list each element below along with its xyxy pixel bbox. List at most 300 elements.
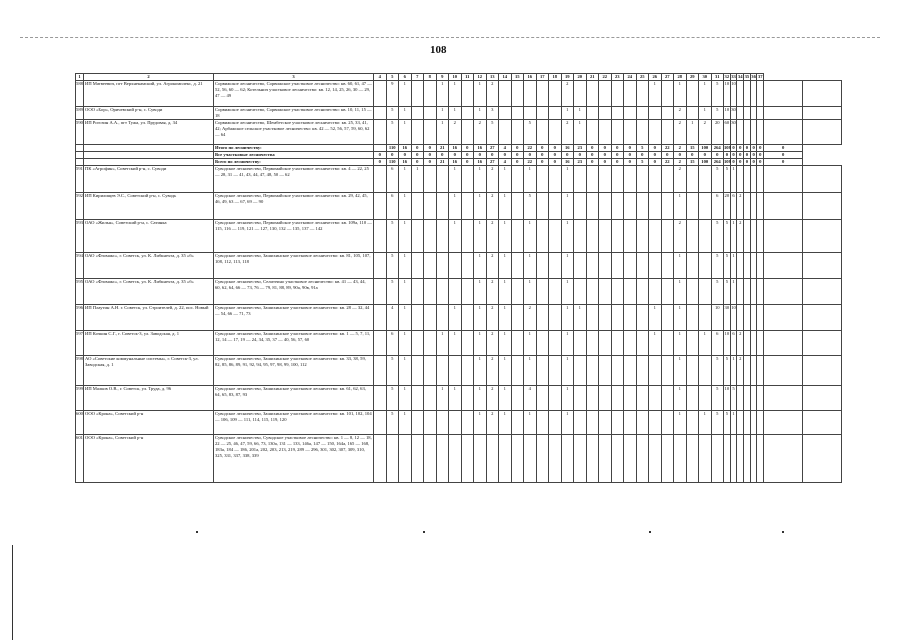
row-description: Суводское лесничество, Зашихинское участковое лесничество: кв. 28 — 32, 44 — 54, 66 — 71, 73: [214, 305, 374, 331]
table-cell: [624, 435, 637, 483]
table-cell: [649, 107, 662, 120]
table-cell: 1: [674, 193, 687, 220]
row-organization: АО «Советские коммунальные системы», г. Советск-3, ул. Заводская, д. 1: [84, 356, 214, 386]
table-cell: 1: [474, 356, 487, 386]
table-cell: 30: [730, 120, 737, 145]
row-organization: ОАО «Фломакс», г. Советск, ул. К. Либкнехта, д. 35 «б»: [84, 279, 214, 305]
table-cell: 0: [411, 159, 424, 166]
table-cell: 5: [486, 120, 499, 145]
table-cell: [474, 435, 487, 483]
table-cell: 2: [486, 166, 499, 193]
table-cell: 1: [674, 253, 687, 279]
table-cell: [586, 107, 599, 120]
table-cell: 1: [730, 166, 737, 193]
table-cell: [744, 81, 751, 107]
table-cell: [661, 279, 674, 305]
table-cell: [574, 81, 587, 107]
table-cell: [411, 411, 424, 435]
table-cell: [711, 435, 724, 483]
table-cell: 6: [711, 193, 724, 220]
table-cell: 6: [730, 331, 737, 356]
table-cell: [737, 435, 744, 483]
table-cell: 2: [561, 120, 574, 145]
table-cell: 1: [561, 411, 574, 435]
table-cell: [661, 253, 674, 279]
column-number: 3: [214, 74, 374, 81]
table-cell: [374, 253, 387, 279]
summary-label: Все участковые лесничества: [214, 152, 374, 159]
table-cell: [744, 220, 751, 253]
table-cell: 2: [737, 331, 744, 356]
table-cell: [661, 120, 674, 145]
table-cell: [536, 356, 549, 386]
table-cell: [636, 193, 649, 220]
table-cell: [549, 279, 562, 305]
table-cell: 1: [399, 279, 412, 305]
table-cell: [803, 356, 842, 386]
table-cell: 5: [636, 159, 649, 166]
table-cell: [611, 305, 624, 331]
table-cell: [549, 81, 562, 107]
table-cell: 0: [586, 159, 599, 166]
table-cell: 5: [386, 107, 399, 120]
table-cell: [624, 193, 637, 220]
table-cell: [649, 253, 662, 279]
table-cell: 16: [474, 159, 487, 166]
table-cell: [744, 331, 751, 356]
table-cell: 1: [474, 305, 487, 331]
table-cell: [511, 107, 524, 120]
table-cell: [561, 435, 574, 483]
table-cell: [374, 331, 387, 356]
table-cell: [803, 193, 842, 220]
table-cell: [674, 435, 687, 483]
table-cell: 2: [486, 411, 499, 435]
table-cell: [599, 253, 612, 279]
table-cell: [730, 435, 737, 483]
table-cell: [461, 305, 474, 331]
table-cell: 30: [724, 305, 731, 331]
table-cell: [750, 193, 757, 220]
table-cell: 0: [611, 152, 624, 159]
table-cell: [803, 386, 842, 411]
table-cell: [599, 356, 612, 386]
row-organization: ИП Кирилищев Э.С., Советский р-н, с. Суводь: [84, 193, 214, 220]
row-number: [76, 159, 84, 166]
row-number: 596: [76, 305, 84, 331]
table-cell: 23: [574, 159, 587, 166]
row-description: Суводское лесничество, Зашихинское участковое лесничество: кв. 1 — 5, 7, 11, 12, 14 — 17, 19 — 24, 34, 35, 37 — 40, 56, 57, 60: [214, 331, 374, 356]
table-cell: [744, 253, 751, 279]
table-cell: [536, 107, 549, 120]
table-cell: 1: [574, 305, 587, 331]
table-cell: 0: [711, 152, 724, 159]
table-cell: [764, 120, 803, 145]
table-cell: 1: [686, 120, 699, 145]
table-cell: 1: [649, 81, 662, 107]
table-cell: 0: [436, 152, 449, 159]
table-cell: 0: [449, 152, 462, 159]
column-number: 14: [499, 74, 512, 81]
table-cell: [661, 411, 674, 435]
table-cell: 0: [486, 152, 499, 159]
table-cell: 1: [399, 331, 412, 356]
table-cell: [764, 220, 803, 253]
table-cell: [374, 120, 387, 145]
table-cell: [524, 107, 537, 120]
table-cell: [636, 305, 649, 331]
table-cell: 0: [730, 159, 737, 166]
table-cell: [764, 166, 803, 193]
table-cell: 108: [724, 159, 731, 164]
table-cell: [744, 166, 751, 193]
table-cell: 1: [730, 356, 737, 386]
table-cell: [549, 253, 562, 279]
table-row: [76, 356, 842, 386]
table-cell: 5: [386, 279, 399, 305]
table-cell: [599, 435, 612, 483]
table-row: [76, 279, 842, 305]
row-organization: [84, 159, 214, 166]
table-cell: [661, 386, 674, 411]
table-cell: [574, 386, 587, 411]
column-number: 22: [599, 74, 612, 81]
table-cell: 16: [399, 159, 412, 166]
table-cell: 0: [730, 145, 737, 152]
table-cell: 1: [730, 411, 737, 435]
table-cell: 16: [561, 145, 574, 152]
table-cell: 0: [624, 145, 637, 152]
table-cell: [536, 253, 549, 279]
table-cell: [449, 435, 462, 483]
table-cell: 2: [674, 107, 687, 120]
table-cell: [536, 331, 549, 356]
table-cell: 0: [611, 159, 624, 166]
row-description: Суводское лесничество, Зашихинское участковое лесничество: кв. 101, 102, 104 — 106, 109 — 111, 114, 115, 119, 120: [214, 411, 374, 435]
column-number: 33: [731, 74, 736, 79]
column-number: 24: [624, 74, 637, 81]
table-cell: 1: [524, 279, 537, 305]
table-cell: [586, 166, 599, 193]
table-cell: 0: [730, 152, 737, 159]
table-cell: 6: [386, 166, 399, 193]
table-cell: [424, 331, 437, 356]
table-cell: [636, 435, 649, 483]
table-cell: 1: [524, 411, 537, 435]
table-cell: 4: [499, 145, 512, 152]
table-cell: 264: [711, 159, 724, 166]
table-cell: 1: [674, 411, 687, 435]
table-cell: 1: [499, 166, 512, 193]
row-description: Суводское лесничество, Селитеино участковое лесничество: кв. 41 — 43, 44, 60, 62, 64, 66 — 73, 76 — 79, 81, 88, 89, 90а, 90в, 91а: [214, 279, 374, 305]
table-cell: [511, 386, 524, 411]
table-cell: 0: [737, 145, 744, 152]
table-cell: [764, 193, 803, 220]
table-cell: [549, 193, 562, 220]
table-cell: 1: [730, 253, 737, 279]
table-cell: 5: [711, 279, 724, 305]
table-cell: 0: [624, 159, 637, 166]
table-cell: [757, 193, 764, 220]
table-cell: [686, 356, 699, 386]
column-number: 30: [699, 74, 712, 81]
table-cell: 5: [386, 253, 399, 279]
table-cell: [424, 386, 437, 411]
table-cell: [636, 356, 649, 386]
table-cell: [686, 435, 699, 483]
table-cell: 5: [711, 107, 724, 120]
table-cell: [586, 435, 599, 483]
table-cell: [699, 305, 712, 331]
table-cell: 5: [730, 386, 737, 411]
table-cell: [599, 411, 612, 435]
table-cell: 1: [561, 279, 574, 305]
table-cell: 1: [474, 331, 487, 356]
table-cell: [649, 386, 662, 411]
table-cell: [750, 411, 757, 435]
table-cell: [536, 279, 549, 305]
table-cell: 1: [561, 356, 574, 386]
table-cell: [649, 120, 662, 145]
row-organization: ПК «Агрофин», Советский р-н, с. Суводи: [84, 166, 214, 193]
column-number: 12: [474, 74, 487, 81]
table-cell: 2: [674, 120, 687, 145]
table-cell: [461, 120, 474, 145]
table-cell: 2: [486, 81, 499, 107]
table-cell: [636, 166, 649, 193]
table-cell: 30: [730, 107, 737, 120]
table-cell: 1: [474, 411, 487, 435]
table-cell: [449, 279, 462, 305]
table-cell: [599, 193, 612, 220]
table-cell: 1: [436, 331, 449, 356]
table-cell: [750, 435, 757, 483]
table-cell: [757, 220, 764, 253]
table-cell: 5: [524, 193, 537, 220]
table-cell: 5: [711, 411, 724, 435]
row-description: Сорвижское лесничество, Сорвижское участковое лесничество: кв. 10, 11, 15 — 18: [215, 107, 372, 118]
table-cell: [636, 279, 649, 305]
table-cell: [803, 81, 842, 107]
table-cell: 1: [436, 107, 449, 120]
summary-label: Всего по лесничеству:: [214, 159, 374, 166]
table-summary-row: [76, 159, 842, 166]
table-cell: [424, 166, 437, 193]
table-cell: [424, 305, 437, 331]
table-cell: 1: [499, 220, 512, 253]
column-number: 4: [374, 74, 387, 81]
table-cell: [536, 193, 549, 220]
table-cell: [374, 435, 387, 483]
table-cell: 16: [474, 145, 487, 152]
table-cell: [536, 305, 549, 331]
table-cell: 6: [386, 331, 399, 356]
table-row: [76, 253, 842, 279]
table-cell: [649, 411, 662, 435]
table-cell: 1: [499, 331, 512, 356]
table-cell: [624, 386, 637, 411]
table-cell: 2: [486, 253, 499, 279]
table-cell: [686, 386, 699, 411]
table-cell: 0: [764, 152, 803, 159]
table-cell: [461, 107, 474, 120]
column-number: 5: [386, 74, 399, 81]
table-row: [76, 166, 842, 193]
column-number: 29: [686, 74, 699, 81]
row-organization: ИП Кочкин С.Г., г. Советск-3, ул. Заводская, д. 1: [84, 331, 214, 356]
table-cell: 5: [724, 279, 731, 305]
table-cell: [549, 220, 562, 253]
table-cell: 1: [399, 253, 412, 279]
table-cell: [499, 107, 512, 120]
table-cell: [386, 435, 399, 483]
table-cell: [744, 193, 751, 220]
table-cell: [436, 411, 449, 435]
table-cell: [424, 81, 437, 107]
table-cell: 10: [711, 305, 724, 331]
column-number: 2: [84, 74, 214, 81]
table-cell: [750, 166, 757, 193]
table-cell: 264: [711, 145, 724, 152]
row-organization: ИП Плаутин А.Н. г. Советск, ул. Строителей, д. 22, пос. Новый: [84, 305, 214, 331]
row-description: Суводское лесничество, Первомайское участковое лесничество: кв. 109а, 110 — 115, 116 — 119, 121 — 127, 130, 132 — 135, 137 — 142: [214, 220, 374, 253]
table-cell: [744, 356, 751, 386]
table-cell: 2: [737, 356, 744, 386]
table-cell: [586, 120, 599, 145]
table-cell: [574, 411, 587, 435]
table-cell: [461, 356, 474, 386]
table-cell: [750, 305, 757, 331]
table-cell: [424, 279, 437, 305]
table-cell: 0: [511, 159, 524, 166]
column-number: 16: [524, 74, 537, 81]
table-cell: [611, 435, 624, 483]
table-cell: [499, 81, 512, 107]
table-cell: 0: [599, 159, 612, 166]
column-number: 26: [649, 74, 662, 81]
table-cell: [436, 305, 449, 331]
table-cell: 0: [424, 152, 437, 159]
table-cell: [411, 279, 424, 305]
table-cell: 2: [486, 220, 499, 253]
table-cell: [511, 220, 524, 253]
table-cell: [750, 81, 757, 107]
table-cell: 0: [536, 152, 549, 159]
table-cell: 1: [399, 411, 412, 435]
table-cell: 4: [386, 305, 399, 331]
table-cell: 2: [699, 120, 712, 145]
table-cell: 0: [737, 159, 744, 166]
table-cell: 0: [757, 159, 764, 166]
table-cell: [611, 120, 624, 145]
table-cell: [649, 193, 662, 220]
table-cell: 0: [750, 159, 757, 166]
column-number: 13: [486, 74, 499, 81]
table-cell: [436, 166, 449, 193]
row-organization: ОАО «Жилья», Советский р-н, с. Сатинка: [84, 220, 214, 253]
table-cell: [536, 386, 549, 411]
table-cell: 6: [730, 193, 737, 220]
table-cell: [764, 81, 803, 107]
table-cell: 23: [574, 145, 587, 152]
table-cell: 1: [449, 220, 462, 253]
table-cell: [574, 279, 587, 305]
table-cell: [744, 107, 751, 120]
table-cell: [511, 166, 524, 193]
row-description: Сорвижское лесничество, Сорвижское участковое лесничество: кв. 60, 61, 47 — 52, 56, 60 — 62; Котельнич участковое лесничество: кв. 12, 14, 25, 26, 30 — 29, 47 — 49: [214, 81, 374, 107]
column-number: 9: [436, 74, 449, 81]
table-cell: 1: [499, 411, 512, 435]
table-cell: [764, 411, 803, 435]
table-cell: [649, 279, 662, 305]
table-cell: [424, 411, 437, 435]
column-number: 11: [461, 74, 474, 81]
scan-top-line: [20, 37, 880, 38]
table-cell: [624, 120, 637, 145]
table-cell: 1: [524, 356, 537, 386]
table-cell: [611, 356, 624, 386]
table-cell: 2: [486, 279, 499, 305]
column-number: 23: [611, 74, 624, 81]
table-cell: [649, 220, 662, 253]
table-cell: [411, 253, 424, 279]
table-cell: [374, 81, 387, 107]
table-cell: [611, 166, 624, 193]
table-cell: [411, 356, 424, 386]
table-cell: [699, 386, 712, 411]
table-cell: 1: [561, 253, 574, 279]
table-cell: 60: [724, 120, 731, 145]
table-cell: 15: [686, 159, 699, 166]
table-cell: 16: [449, 159, 462, 166]
table-cell: [737, 386, 744, 411]
table-row: [76, 81, 842, 107]
table-cell: [574, 166, 587, 193]
forest-allocation-table: [75, 73, 842, 483]
row-description: Суводское лесничество, Первомайское участковое лесничество: кв. 4 — 22, 25 — 28, 31 — 41, 43, 44, 47, 48, 50 — 62: [214, 166, 374, 193]
table-cell: [699, 220, 712, 253]
table-cell: [661, 220, 674, 253]
table-cell: 0: [461, 145, 474, 152]
table-cell: 16: [449, 145, 462, 152]
table-cell: 5: [724, 166, 731, 193]
table-cell: [737, 107, 744, 120]
table-cell: [599, 305, 612, 331]
table-cell: 1: [449, 305, 462, 331]
table-cell: 0: [511, 145, 524, 152]
table-cell: [803, 253, 842, 279]
table-cell: [636, 386, 649, 411]
table-cell: [699, 435, 712, 483]
table-cell: 0: [474, 152, 487, 159]
table-cell: [757, 253, 764, 279]
table-cell: 0: [424, 145, 437, 152]
table-cell: 22: [661, 159, 674, 166]
table-cell: [636, 120, 649, 145]
table-cell: 1: [436, 120, 449, 145]
table-cell: [574, 331, 587, 356]
table-cell: [803, 305, 842, 331]
table-cell: [744, 386, 751, 411]
table-cell: [586, 356, 599, 386]
table-cell: 0: [757, 152, 764, 159]
table-cell: [611, 386, 624, 411]
table-cell: 0: [611, 145, 624, 152]
table-cell: 5: [724, 411, 731, 435]
table-cell: [586, 279, 599, 305]
table-cell: [611, 193, 624, 220]
table-cell: 0: [674, 152, 687, 159]
